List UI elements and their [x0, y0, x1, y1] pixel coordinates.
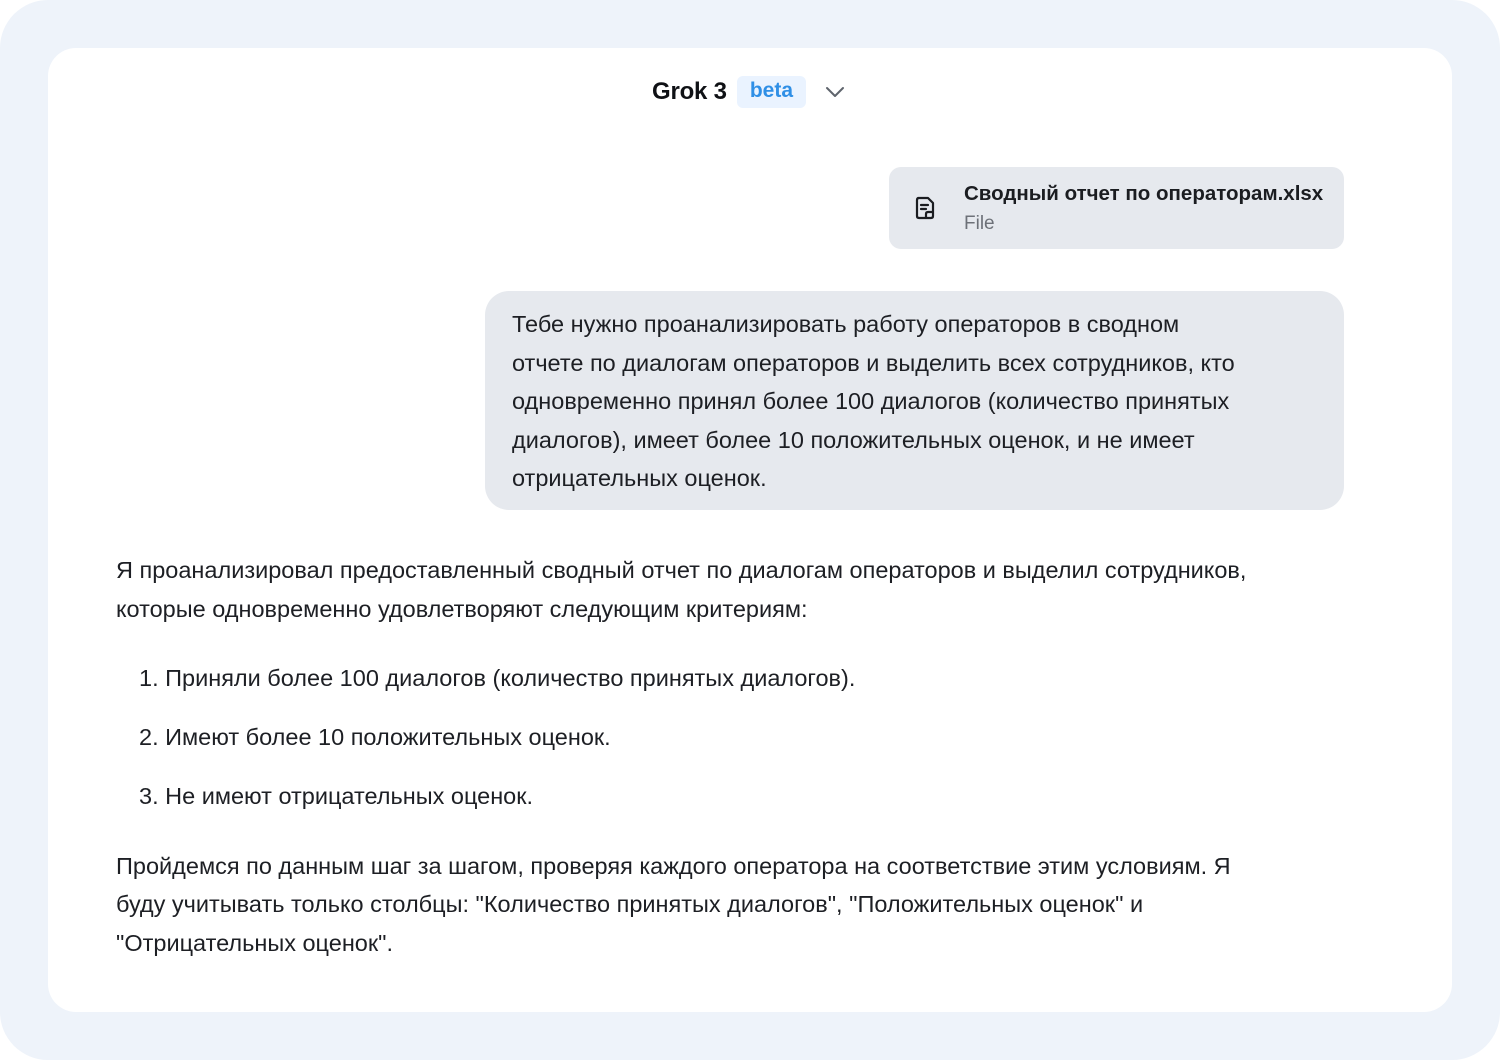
user-message-line: одновременно принял более 100 диалогов (количество принятых	[512, 388, 1230, 415]
user-message-line: диалогов), имеет более 10 положительных оценок, и не имеет	[512, 426, 1195, 453]
assistant-intro-line: Я проанализировал предоставленный сводный отчет по диалогам операторов и выделил сотрудников,	[116, 557, 1247, 583]
user-message-bubble	[485, 291, 1344, 510]
user-message-line: Тебе нужно проанализировать работу операторов в сводном	[512, 311, 1180, 337]
model-selector[interactable]	[0, 76, 1500, 108]
assistant-outro-line: буду учитывать только столбцы: "Количество принятых диалогов", "Положительных оценок" и	[116, 891, 1144, 918]
assistant-outro	[116, 847, 1356, 963]
file-name: Сводный отчет по операторам.xlsx	[964, 182, 1324, 205]
file-icon	[914, 196, 936, 220]
user-message-line: отрицательных оценок.	[512, 465, 767, 492]
assistant-outro-line: Пройдемся по данным шаг за шагом, проверяя каждого оператора на соответствие этим условиям. Я	[116, 852, 1231, 879]
chevron-down-icon[interactable]	[822, 79, 848, 105]
criteria-item: 2. Имеют более 10 положительных оценок.	[139, 724, 611, 751]
file-attachment[interactable]	[889, 167, 1344, 249]
criteria-item: 1. Приняли более 100 диалогов (количество принятых диалогов).	[139, 665, 856, 692]
assistant-intro	[116, 551, 1356, 628]
assistant-outro-line: "Отрицательных оценок".	[116, 929, 394, 956]
model-name: Grok 3	[651, 78, 727, 105]
file-type-label: File	[964, 213, 995, 234]
user-message-line: отчете по диалогам операторов и выделить всех сотрудников, кто	[512, 349, 1235, 376]
assistant-message	[116, 551, 1356, 963]
criteria-list	[116, 659, 1356, 816]
criteria-item: 3. Не имеют отрицательных оценок.	[139, 783, 534, 810]
assistant-intro-line: которые одновременно удовлетворяют следующим критериям:	[116, 595, 808, 622]
beta-badge: beta	[737, 76, 806, 108]
